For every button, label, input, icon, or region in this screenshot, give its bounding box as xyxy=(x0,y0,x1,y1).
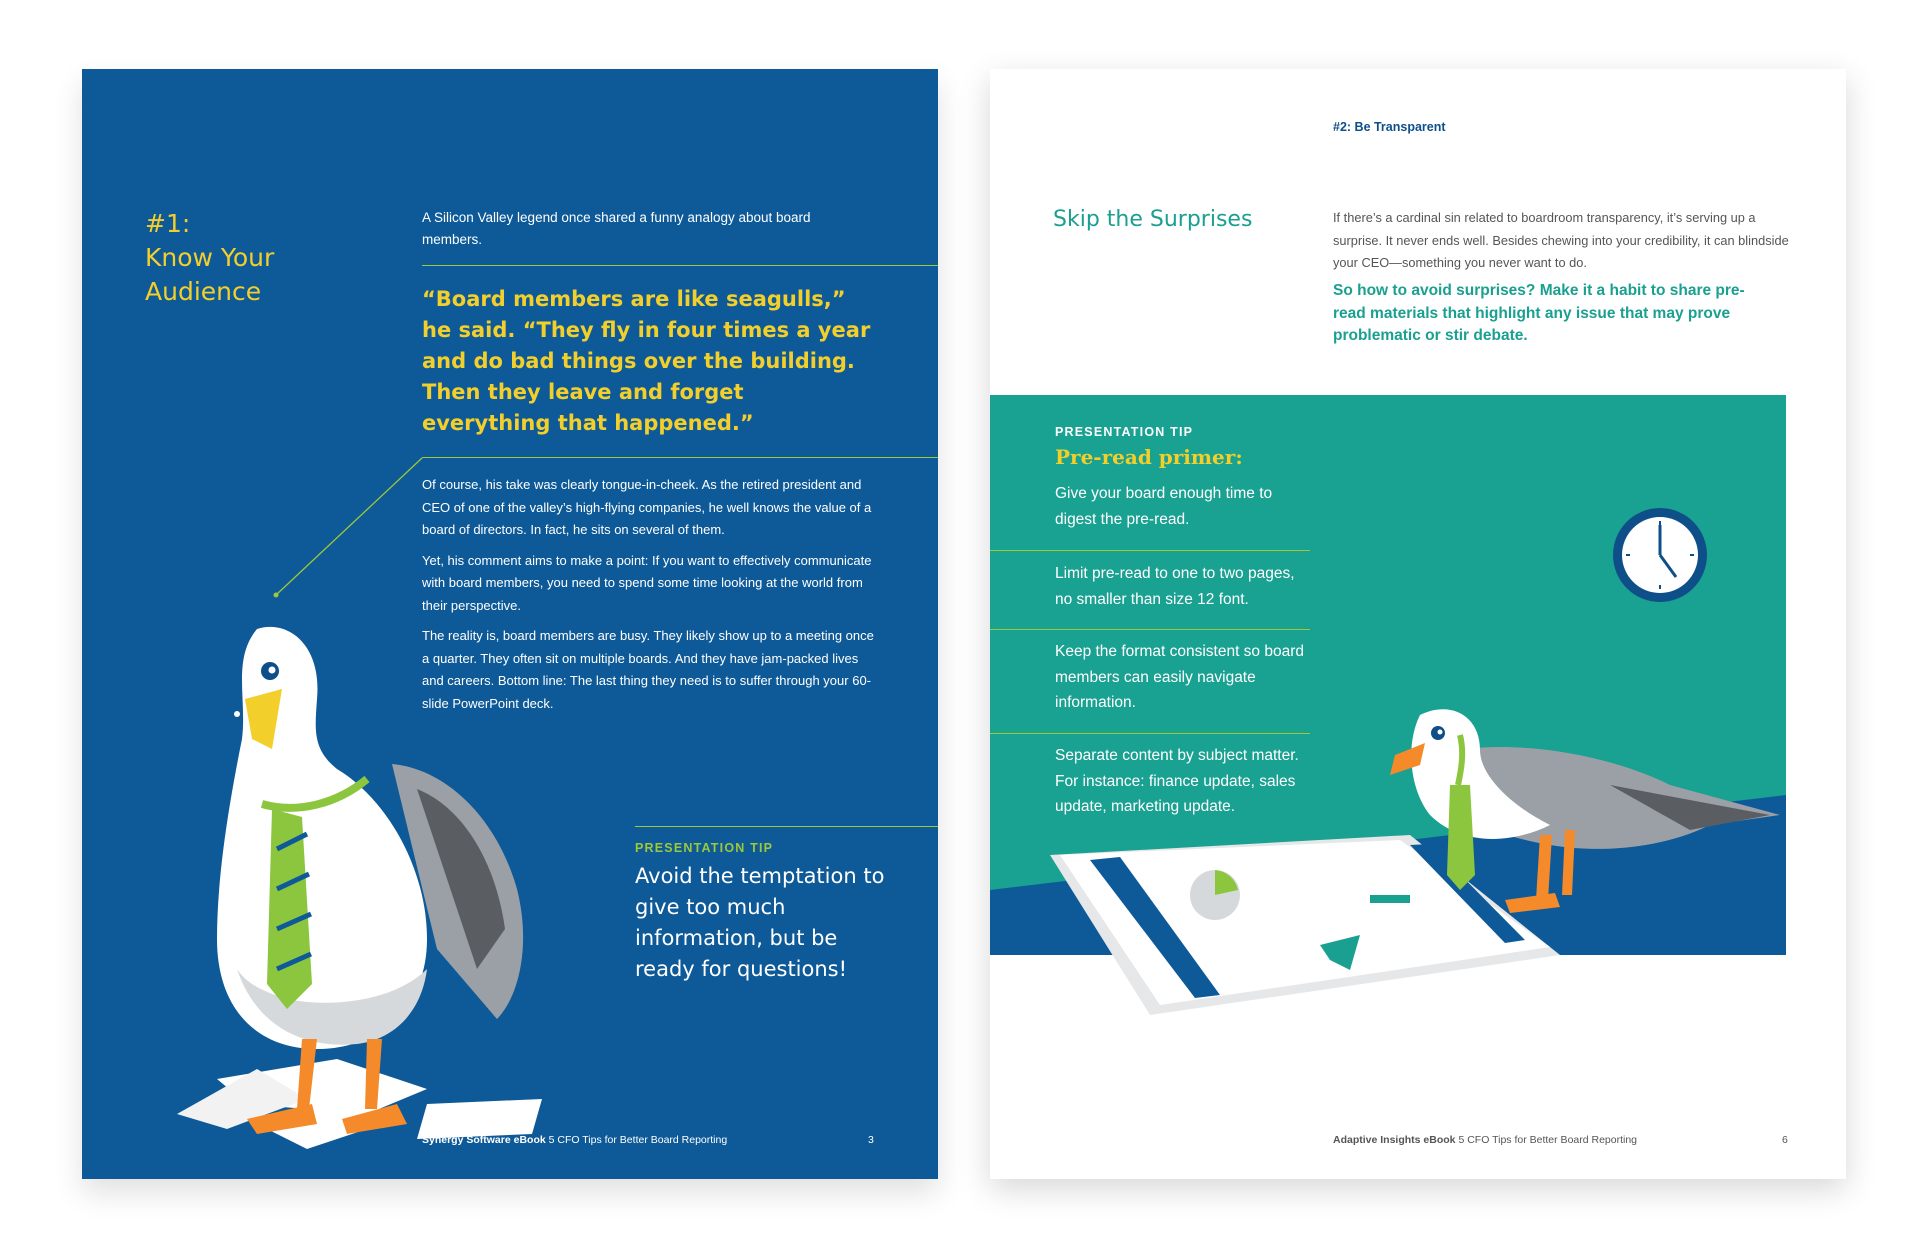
page-footer xyxy=(1333,1134,1637,1146)
footer-brand: Adaptive Insights eBook xyxy=(1333,1134,1456,1146)
section-label: #2: Be Transparent xyxy=(1333,120,1446,134)
heading-line-3: Audience xyxy=(145,277,262,306)
tip-item: Limit pre-read to one to two pages, no smaller than size 12 font. xyxy=(1055,565,1295,608)
pull-quote: “Board members are like seagulls,” he said. “They fly in four times a year and do bad things over the building. Then they leave and forget everything that happened.” xyxy=(422,287,871,435)
seagull-illustration xyxy=(137,589,557,1159)
tip-title: Pre-read primer: xyxy=(1055,445,1243,469)
clock-icon xyxy=(1610,505,1710,605)
body-text: If there’s a cardinal sin related to boardroom transparency, it’s serving up a surprise. It never ends well. Besides chewing into your credibility, it can blindside your CEO—something you never want to do. xyxy=(1333,210,1789,270)
presentation-tip-panel xyxy=(990,395,1786,1015)
heading-line-2: Know Your xyxy=(145,243,275,272)
page-number: 3 xyxy=(868,1134,874,1146)
page-number: 6 xyxy=(1782,1134,1788,1146)
tip-label: PRESENTATION TIP xyxy=(1055,425,1194,439)
divider xyxy=(635,826,938,827)
footer-title: 5 CFO Tips for Better Board Reporting xyxy=(1455,1134,1638,1146)
page-title: Skip the Surprises xyxy=(1053,207,1253,232)
tip-text: Avoid the temptation to give too much information, but be ready for questions! xyxy=(635,864,885,981)
tip-divider xyxy=(990,629,1310,630)
heading-line-1: #1: xyxy=(145,209,191,238)
tip-divider xyxy=(990,733,1310,734)
intro-text: A Silicon Valley legend once shared a funny analogy about board members. xyxy=(422,210,811,247)
tip-item: Keep the format consistent so board members can easily navigate information. xyxy=(1055,643,1305,711)
highlight-text: So how to avoid surprises? Make it a habit to share pre-read materials that highlight any issue that may prove problematic or stir debate. xyxy=(1333,282,1745,344)
seagull-illustration xyxy=(1310,695,1780,955)
footer-title: 5 CFO Tips for Better Board Reporting xyxy=(545,1134,728,1146)
tip-item: Separate content by subject matter. For instance: finance update, sales update, marketing update. xyxy=(1055,747,1299,815)
tip-label: PRESENTATION TIP xyxy=(635,841,774,855)
body-paragraph: Of course, his take was clearly tongue-in-cheek. As the retired president and CEO of one of the valley’s high-flying companies, he well knows the value of a board of directors. In fact, he sits on several of them. xyxy=(422,477,872,537)
footer-brand: Synergy Software eBook xyxy=(422,1134,546,1146)
tip-divider xyxy=(990,550,1310,551)
body-paragraph: The reality is, board members are busy. They likely show up to a meeting once a quarter. They often sit on multiple boards. And they have jam-packed lives and careers. Bottom line: The last thing they need is to suffer through your 60-slide PowerPoint deck. xyxy=(422,628,874,711)
left-page xyxy=(82,69,938,1179)
right-page xyxy=(990,69,1846,1179)
page-footer xyxy=(422,1134,727,1146)
body-paragraph: Yet, his comment aims to make a point: If you want to effectively communicate with board members, you need to spend some time looking at the world from their perspective. xyxy=(422,552,872,613)
tip-item: Give your board enough time to digest the pre-read. xyxy=(1055,485,1273,528)
